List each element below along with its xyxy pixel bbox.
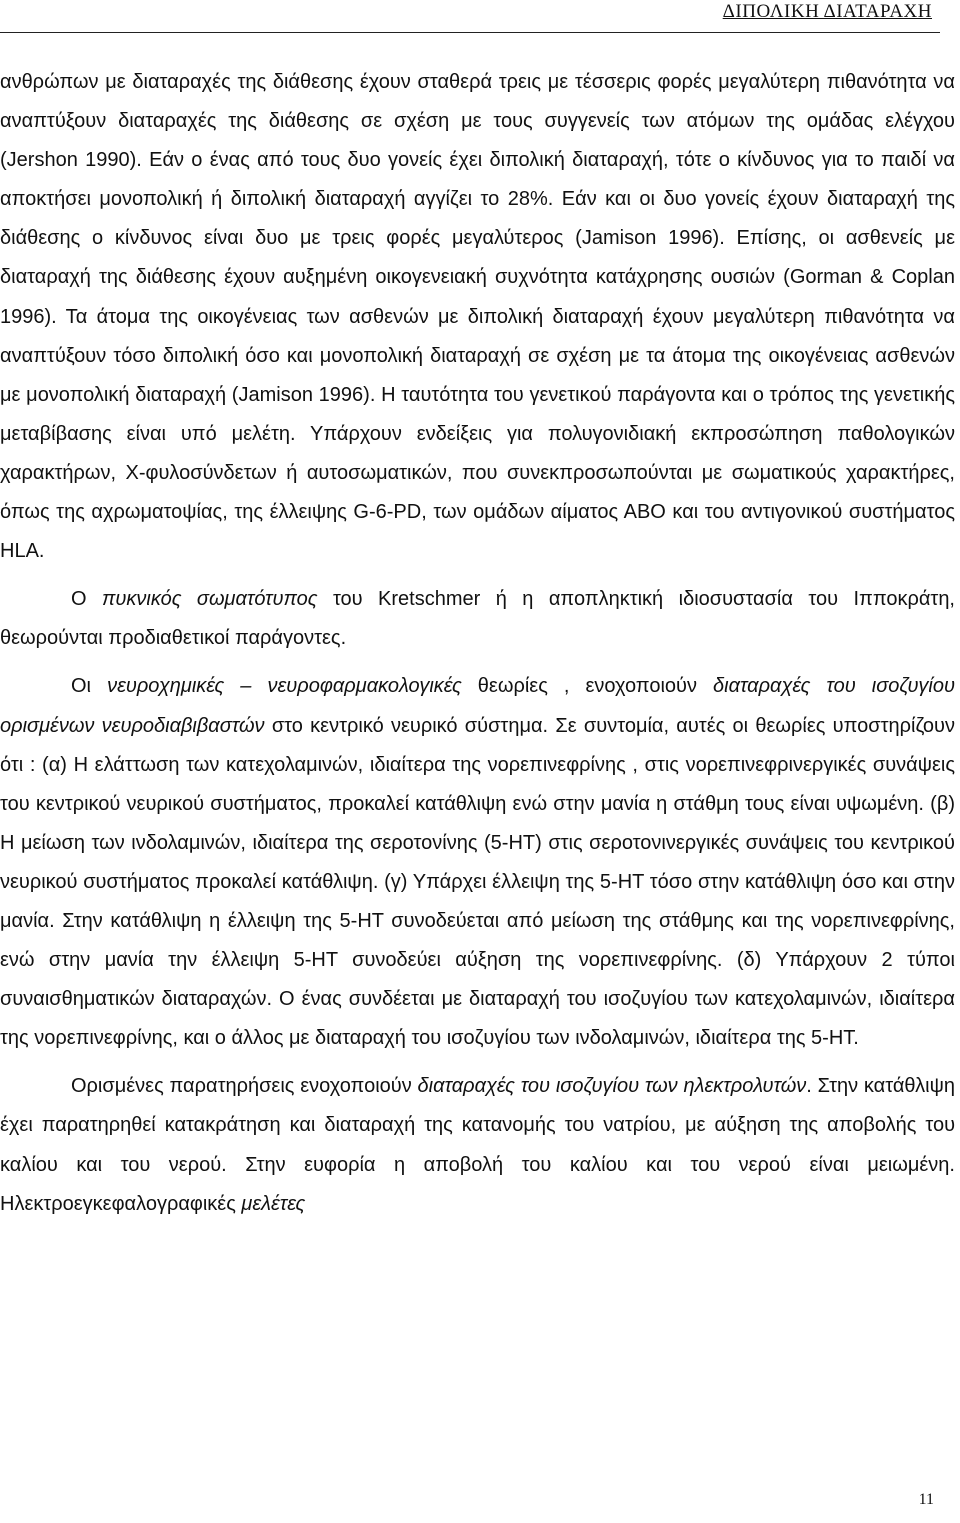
document-body xyxy=(0,63,955,1224)
italic-term: διαταραχές του ισοζυγίου των ηλεκτρολυτών xyxy=(417,1075,807,1098)
paragraph-neurochemical xyxy=(0,667,955,1058)
paragraph-electrolytes xyxy=(0,1067,955,1223)
paragraph-text: ανθρώπων με διαταραχές της διάθεσης έχουν σταθερά τρεις με τέσσερις φορές μεγαλύτερη πιθανότητα να αναπτύξουν διαταραχές της διάθεσης σε σχέση με τους συγγενείς των ατόμων της ομάδας ελέγχου (Jershon 1990). Εάν ο ένας από τους δυο γονείς έχει διπολική διαταραχή, τότε ο κίνδυνος για το παιδί να αποκτήσει μονοπολική ή διπολική διαταραχή αγγίζει το 28%. Εάν και οι δυο γονείς έχουν διαταραχή της διάθεσης ο κίνδυνος είναι δυο με τρεις φορές μεγαλύτερος (Jamison 1996). Επίσης, οι ασθενείς με διαταραχή της διάθεσης έχουν αυξημένη οικογενειακή συχνότητα κατάχρησης ουσιών (Gorman & Coplan 1996). Τα άτομα της οικογένειας των ασθενών με διπολική διαταραχή έχουν μεγαλύτερη πιθανότητα να αναπτύξουν τόσο διπολική όσο και μονοπολική διαταραχή σε σχέση με τα άτομα της οικογένειας ασθενών με μονοπολική διαταραχή (Jamison 1996). Η ταυτότητα του γενετικού παράγοντα και ο τρόπος της γενετικής μεταβίβασης είναι υπό μελέτη. Υπάρχουν ενδείξεις για πολυγονιδιακή εκπροσώπηση παθολογικών χαρακτήρων, Χ-φυλοσύνδετων ή αυτοσωματικών, που συνεκπροσωπούνται με σωματικούς χαρακτήρες, όπως της αχρωματοψίας, της έλλειψης G-6-PD, των ομάδων αίματος ΑΒΟ και του αντιγονικού συστήματος HLA. xyxy=(0,71,955,563)
paragraph-heredity xyxy=(0,63,955,571)
paragraph-text: θεωρίες , ενοχοποιούν xyxy=(461,675,714,698)
paragraph-text: στο κεντρικό νευρικό σύστημα. Σε συντομία, αυτές οι θεωρίες υποστηρίζουν ότι : (α) Η ελάττωση των κατεχολαμινών, ιδιαίτερα της νορεπινεφρίνης , στις νορεπινεφρινεργικές συνάψεις του κεντρικού νευρικού συστήματος, προκαλεί κατάθλιψη ενώ στην μανία η στάθμη τους είναι υψωμένη. (β) Η μείωση των ινδολαμινών, ιδιαίτερα της σεροτονίνης (5-ΗΤ) στις σεροτονινεργικές συνάψεις του κεντρικού νευρικού συστήματος προκαλεί κατάθλιψη. (γ) Υπάρχει έλλειψη της 5-ΗΤ τόσο στην κατάθλιψη όσο και στην μανία. Στην κατάθλιψη η έλλειψη της 5-ΗΤ συνοδεύεται από μείωση της στάθμης και της νορεπινεφρίνης, ενώ στην μανία την έλλειψη 5-ΗΤ συνοδεύει αύξηση της νορεπινεφρίνης. (δ) Υπάρχουν 2 τύποι συναισθηματικών διαταραχών. Ο ένας συνδέεται με διαταραχή του ισοζυγίου των κατεχολαμινών, ιδιαίτερα της νορεπινεφρίνης, και ο άλλος με διαταραχή του ισοζυγίου των ινδολαμινών, ιδιαίτερα της 5-ΗΤ. xyxy=(0,714,955,1050)
italic-term: μελέτες xyxy=(241,1192,306,1215)
italic-term: πυκνικός σωματότυπος xyxy=(102,588,318,611)
paragraph-text: . Στην κατάθλιψη έχει παρατηρηθεί κατακράτηση και διαταραχή της κατανομής του νατρίου, με αύξηση της αποβολής του καλίου και του νερού. Στην ευφορία η αποβολή του καλίου και του νερού είναι μειωμένη. Ηλεκτροεγκεφαλογραφικές xyxy=(0,1075,955,1215)
italic-term: διαταραχές του ισοζυγίου ορισμένων νευροδιαβιβαστών xyxy=(0,675,955,737)
page-number: 11 xyxy=(918,1491,934,1508)
paragraph-text: Ορισμένες παρατηρήσεις ενοχοποιούν xyxy=(71,1075,418,1098)
paragraph-text: του Kretschmer ή η αποπληκτική ιδιοσυστασία του Ιπποκράτη, θεωρούνται προδιαθετικοί παράγοντες. xyxy=(0,588,955,650)
running-header: ΔΙΠΟΛΙΚΗ ΔΙΑΤΑΡΑΧΗ xyxy=(722,1,932,22)
paragraph-body-type xyxy=(0,580,955,658)
paragraph-text: Οι xyxy=(71,675,108,698)
header-divider xyxy=(0,32,940,33)
paragraph-text: Ο xyxy=(71,588,102,611)
italic-term: νευροχημικές – νευροφαρμακολογικές xyxy=(107,675,462,698)
